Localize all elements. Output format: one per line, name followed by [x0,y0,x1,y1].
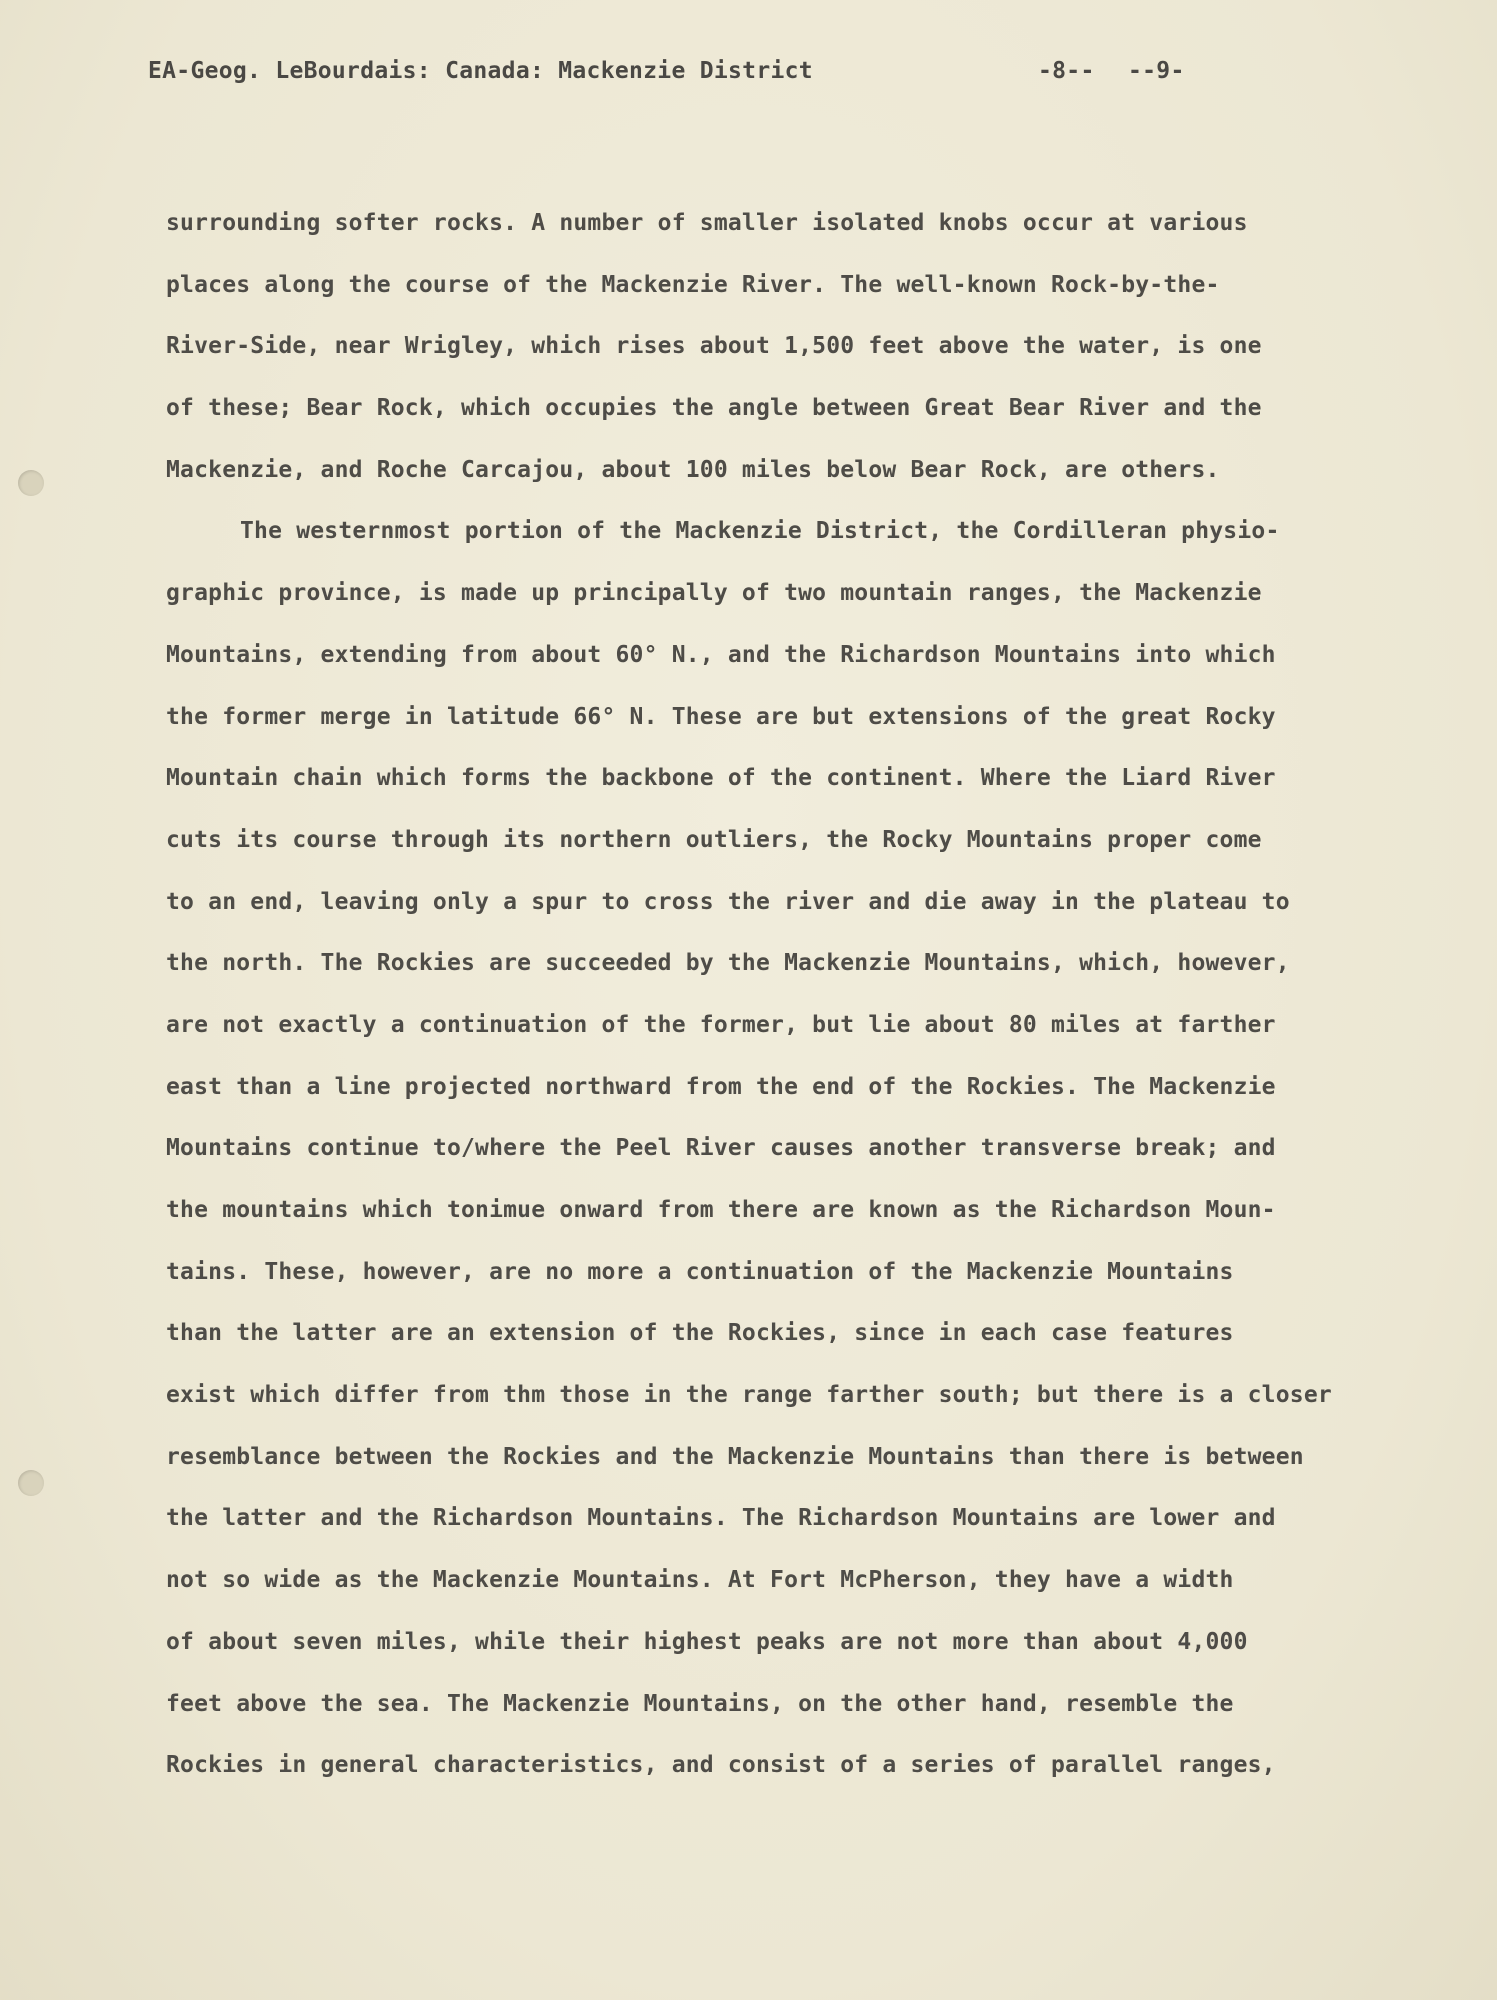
page-number: --9- [1128,58,1185,84]
text-line: Mountain chain which forms the backbone of the continent. Where the Liard River [166,765,1276,792]
text-line: the mountains which tonimue onward from there are known as the Richardson Moun- [166,1197,1276,1223]
text-line: Mackenzie, and Roche Carcajou, about 100 miles below Bear Rock, are others. [166,456,1220,483]
text-line: River-Side, near Wrigley, which rises about 1,500 feet above the water, is one [166,333,1262,360]
punch-hole-mark [18,470,44,496]
text-line: not so wide as the Mackenzie Mountains. At Fort McPherson, they have a width [166,1567,1234,1594]
page-header [148,58,1248,94]
old-page-number: -8-- [1038,58,1095,84]
text-line: Mountains continue to/where the Peel River causes another transverse break; and [166,1135,1276,1162]
text-line: than the latter are an extension of the Rockies, since in each case features [166,1320,1234,1347]
text-line: tains. These, however, are no more a continuation of the Mackenzie Mountains [166,1258,1234,1285]
text-line: exist which differ from thm those in the range farther south; but there is a closer [166,1382,1332,1409]
text-line: of about seven miles, while their highest peaks are not more than about 4,000 [166,1628,1248,1655]
body-text [166,205,1436,1809]
text-line: of these; Bear Rock, which occupies the angle between Great Bear River and the [166,395,1262,422]
text-line: feet above the sea. The Mackenzie Mountains, on the other hand, resemble the [166,1690,1234,1717]
running-title: EA-Geog. LeBourdais: Canada: Mackenzie District [148,58,813,84]
text-line: cuts its course through its northern outliers, the Rocky Mountains proper come [166,826,1262,853]
text-line: places along the course of the Mackenzie River. The well-known Rock-by-the- [166,271,1220,298]
text-line: east than a line projected northward from the end of the Rockies. The Mackenzie [166,1073,1276,1100]
punch-hole-mark [18,1470,44,1496]
text-line: the north. The Rockies are succeeded by the Mackenzie Mountains, which, however, [166,950,1290,977]
text-line: the former merge in latitude 66° N. These are but extensions of the great Rocky [166,703,1276,730]
text-line: are not exactly a continuation of the former, but lie about 80 miles at farther [166,1011,1276,1038]
text-line: Mountains, extending from about 60° N., and the Richardson Mountains into which [166,641,1276,668]
text-line: to an end, leaving only a spur to cross the river and die away in the plateau to [166,888,1290,915]
paragraph-start-line: The westernmost portion of the Mackenzie District, the Cordilleran physio- [240,518,1280,545]
text-line: graphic province, is made up principally of two mountain ranges, the Mackenzie [166,580,1262,607]
text-line: the latter and the Richardson Mountains. The Richardson Mountains are lower and [166,1505,1276,1532]
text-line: surrounding softer rocks. A number of smaller isolated knobs occur at various [166,210,1248,236]
text-line: resemblance between the Rockies and the Mackenzie Mountains than there is between [166,1443,1304,1470]
text-line: Rockies in general characteristics, and consist of a series of parallel ranges, [166,1752,1276,1779]
